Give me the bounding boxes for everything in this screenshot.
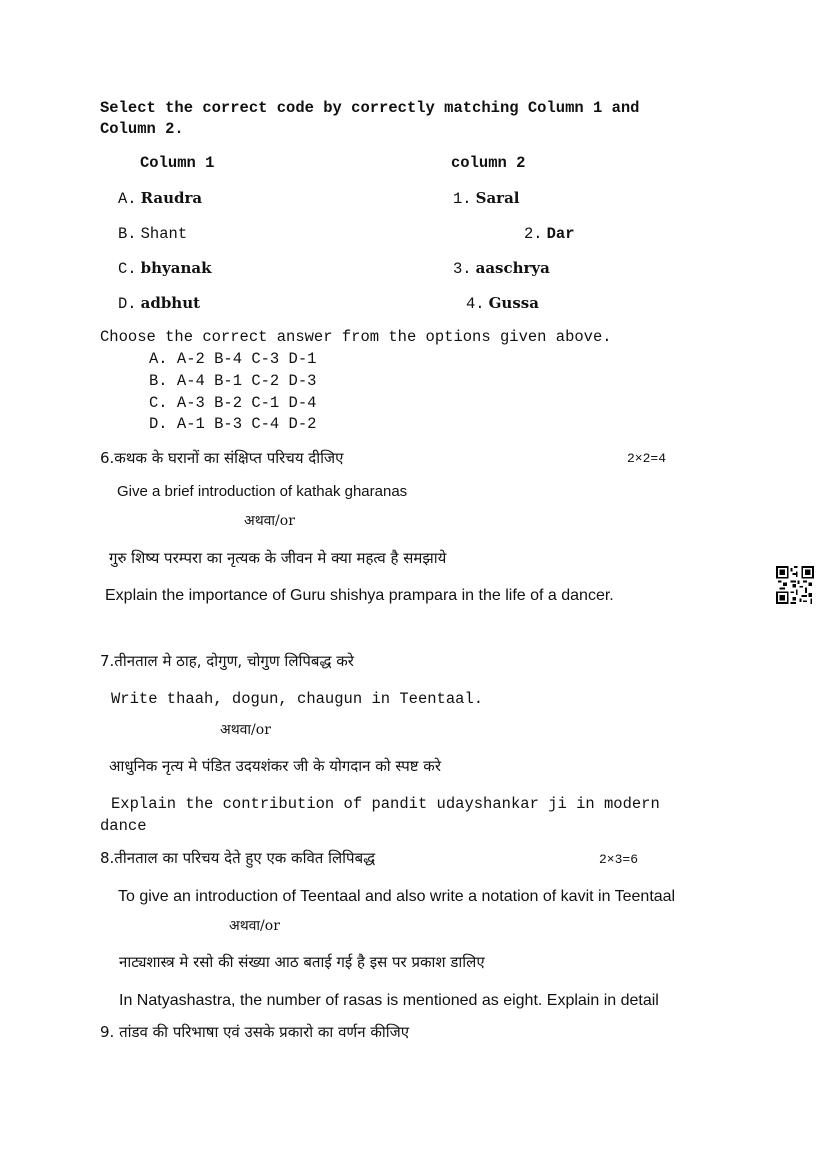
column2-header: column 2 [451,154,526,172]
q8-alt-english: In Natyashastra, the number of rasas is mentioned as eight. Explain in detail [119,992,659,1009]
item-text: aaschrya [475,259,550,277]
item-text: Dar [546,225,575,243]
q6-hindi: 6.कथक के घरानों का संक्षिप्त परिचय दीजिए [100,449,344,467]
q7-alt-english-line2: dance [100,817,147,835]
column1-item [118,224,187,244]
choose-answer-text: Choose the correct answer from the options given above. [100,328,612,346]
q5-instruction-line2: Column 2. [100,120,184,138]
item-number: 3. [453,260,472,278]
q8-alt-hindi: नाट्यशास्त्र मे रसो की संख्या आठ बताई गई है इस पर प्रकाश डालिए [119,953,485,971]
q8-or: अथवा/or [229,918,280,934]
item-letter: A. [118,190,137,208]
column1-header: Column 1 [140,154,215,172]
item-number: 1. [453,190,472,208]
q7-alt-english-line1: Explain the contribution of pandit udayshankar ji in modern [111,795,660,813]
q6-marks: 2×2=4 [627,451,667,466]
q7-english: Write thaah, dogun, chaugun in Teentaal. [111,690,484,708]
item-letter: D. [118,295,137,313]
q7-or: अथवा/or [220,722,271,738]
answer-option: C. A-3 B-2 C-1 D-4 [149,394,317,412]
q6-english: Give a brief introduction of kathak gharanas [117,483,408,500]
answer-option: D. A-1 B-3 C-4 D-2 [149,415,317,433]
q9-hindi: 9. तांडव की परिभाषा एवं उसके प्रकारो का वर्णन कीजिए [100,1023,410,1041]
q6-alt-english: Explain the importance of Guru shishya prampara in the life of a dancer. [105,587,614,604]
column1-item [118,259,211,279]
item-letter: B. [118,225,137,243]
answer-option: B. A-4 B-1 C-2 D-3 [149,372,317,390]
q6-or: अथवा/or [244,513,295,529]
item-number: 2. [524,225,543,243]
item-number: 4. [466,295,485,313]
qr-code-icon [776,566,814,604]
column2-item [524,224,575,244]
q8-marks: 2×3=6 [599,852,639,867]
item-text: Saral [475,189,520,207]
q7-alt-hindi: आधुनिक नृत्य मे पंडित उदयशंकर जी के योगदान को स्पष्ट करे [109,757,441,775]
item-text: Raudra [140,189,203,207]
item-text: Gussa [488,294,539,312]
column1-item [118,189,202,209]
item-letter: C. [118,260,137,278]
column2-item [453,259,550,279]
item-text: bhyanak [140,259,212,277]
q7-hindi: 7.तीनताल मे ठाह, दोगुण, चोगुण लिपिबद्ध करे [100,652,354,670]
answer-option: A. A-2 B-4 C-3 D-1 [149,350,317,368]
q8-hindi: 8.तीनताल का परिचय देते हुए एक कवित लिपिबद्ध [100,849,376,867]
item-text: Shant [140,225,188,243]
q8-english: To give an introduction of Teentaal and also write a notation of kavit in Teentaal [118,888,676,905]
column2-item [466,294,539,314]
column1-item [118,294,200,314]
item-text: adbhut [140,294,201,312]
q5-instruction-line1: Select the correct code by correctly matching Column 1 and [100,99,640,117]
column2-item [453,189,519,209]
q6-alt-hindi: गुरु शिष्य परम्परा का नृत्यक के जीवन मे क्या महत्व है समझाये [109,549,447,567]
